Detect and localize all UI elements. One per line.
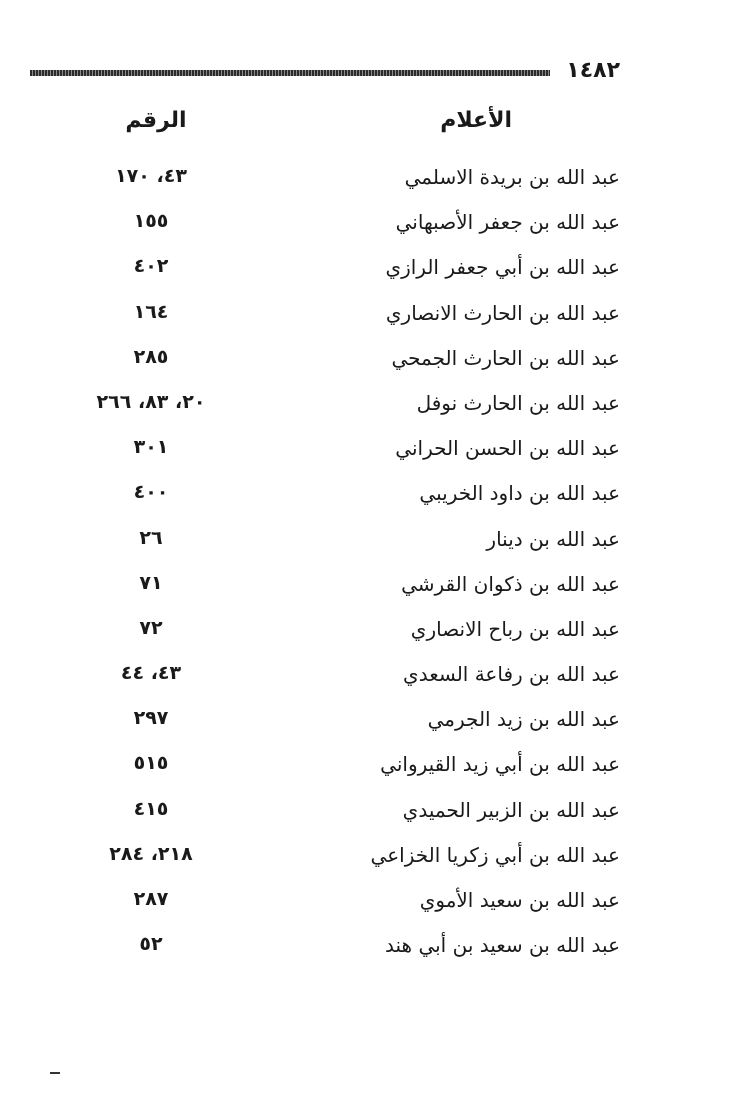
entry-name: عبد الله بن رباح الانصاري bbox=[410, 616, 620, 641]
table-row bbox=[0, 340, 748, 385]
refs-column-header: الرقم bbox=[125, 108, 187, 133]
table-row bbox=[0, 295, 748, 340]
table-row bbox=[0, 159, 748, 204]
entry-refs: ٢٨٥ bbox=[133, 345, 169, 368]
entry-refs: ٢٠، ٨٣، ٢٦٦ bbox=[96, 390, 206, 413]
table-row bbox=[0, 566, 748, 611]
entry-name: عبد الله بن ذكوان القرشي bbox=[401, 571, 620, 596]
entry-name: عبد الله بن رفاعة السعدي bbox=[403, 662, 620, 687]
entry-refs: ٥٢ bbox=[139, 933, 163, 956]
table-row bbox=[0, 475, 748, 520]
entry-name: عبد الله بن سعيد الأموي bbox=[419, 888, 620, 912]
table-row bbox=[0, 204, 748, 249]
table-row bbox=[0, 385, 748, 430]
table-row bbox=[0, 927, 748, 972]
entry-name: عبد الله بن جعفر الأصبهاني bbox=[395, 210, 620, 235]
entry-refs: ٢١٨، ٢٨٤ bbox=[109, 842, 193, 865]
table-row bbox=[0, 837, 748, 882]
entry-refs: ٤٣، ٤٤ bbox=[120, 662, 182, 685]
entry-refs: ٤٠٠ bbox=[133, 481, 169, 504]
table-row bbox=[0, 249, 748, 294]
entry-name: عبد الله بن الحارث الانصاري bbox=[385, 300, 620, 325]
page-number: ١٤٨٢ bbox=[566, 58, 620, 83]
entry-name: عبد الله بن الحسن الحراني bbox=[395, 436, 620, 461]
names-column-header: الأعلام bbox=[440, 108, 512, 133]
entry-refs: ٢٩٧ bbox=[133, 707, 169, 730]
entry-refs: ٧٢ bbox=[139, 616, 163, 639]
entry-refs: ٥١٥ bbox=[133, 752, 169, 775]
entry-refs: ١٥٥ bbox=[133, 210, 169, 233]
entry-name: عبد الله بن زيد الجرمي bbox=[427, 707, 620, 732]
entry-refs: ٤١٥ bbox=[133, 797, 169, 820]
table-row bbox=[0, 746, 748, 791]
table-row bbox=[0, 882, 748, 927]
header-rule bbox=[30, 70, 550, 76]
entry-refs: ٤٣، ١٧٠ bbox=[115, 165, 187, 187]
table-row bbox=[0, 792, 748, 837]
table-row bbox=[0, 611, 748, 656]
entry-name: عبد الله بن أبي زكريا الخزاعي bbox=[370, 842, 620, 867]
table-row bbox=[0, 430, 748, 475]
table-row bbox=[0, 521, 748, 566]
entry-name: عبد الله بن سعيد بن أبي هند bbox=[385, 933, 620, 958]
entry-refs: ٣٠١ bbox=[133, 436, 169, 459]
entry-name: عبد الله بن الحارث الجمحي bbox=[391, 345, 620, 370]
entry-refs: ٢٨٧ bbox=[133, 888, 169, 910]
entry-refs: ٤٠٢ bbox=[133, 255, 169, 278]
entry-refs: ١٦٤ bbox=[133, 300, 169, 323]
entry-name: عبد الله بن داود الخريبي bbox=[419, 481, 620, 506]
entry-refs: ٧١ bbox=[139, 571, 163, 594]
entry-name: عبد الله بن بريدة الاسلمي bbox=[404, 165, 620, 189]
index-table bbox=[0, 159, 748, 972]
footer-mark bbox=[50, 1072, 60, 1074]
entry-refs: ٢٦ bbox=[139, 526, 163, 549]
table-row bbox=[0, 701, 748, 746]
table-row bbox=[0, 656, 748, 701]
entry-name: عبد الله بن أبي جعفر الرازي bbox=[385, 255, 620, 280]
entry-name: عبد الله بن أبي زيد القيرواني bbox=[380, 752, 620, 777]
entry-name: عبد الله بن دينار bbox=[486, 526, 620, 551]
entry-name: عبد الله بن الحارث نوفل bbox=[416, 390, 620, 415]
entry-name: عبد الله بن الزبير الحميدي bbox=[402, 797, 620, 822]
